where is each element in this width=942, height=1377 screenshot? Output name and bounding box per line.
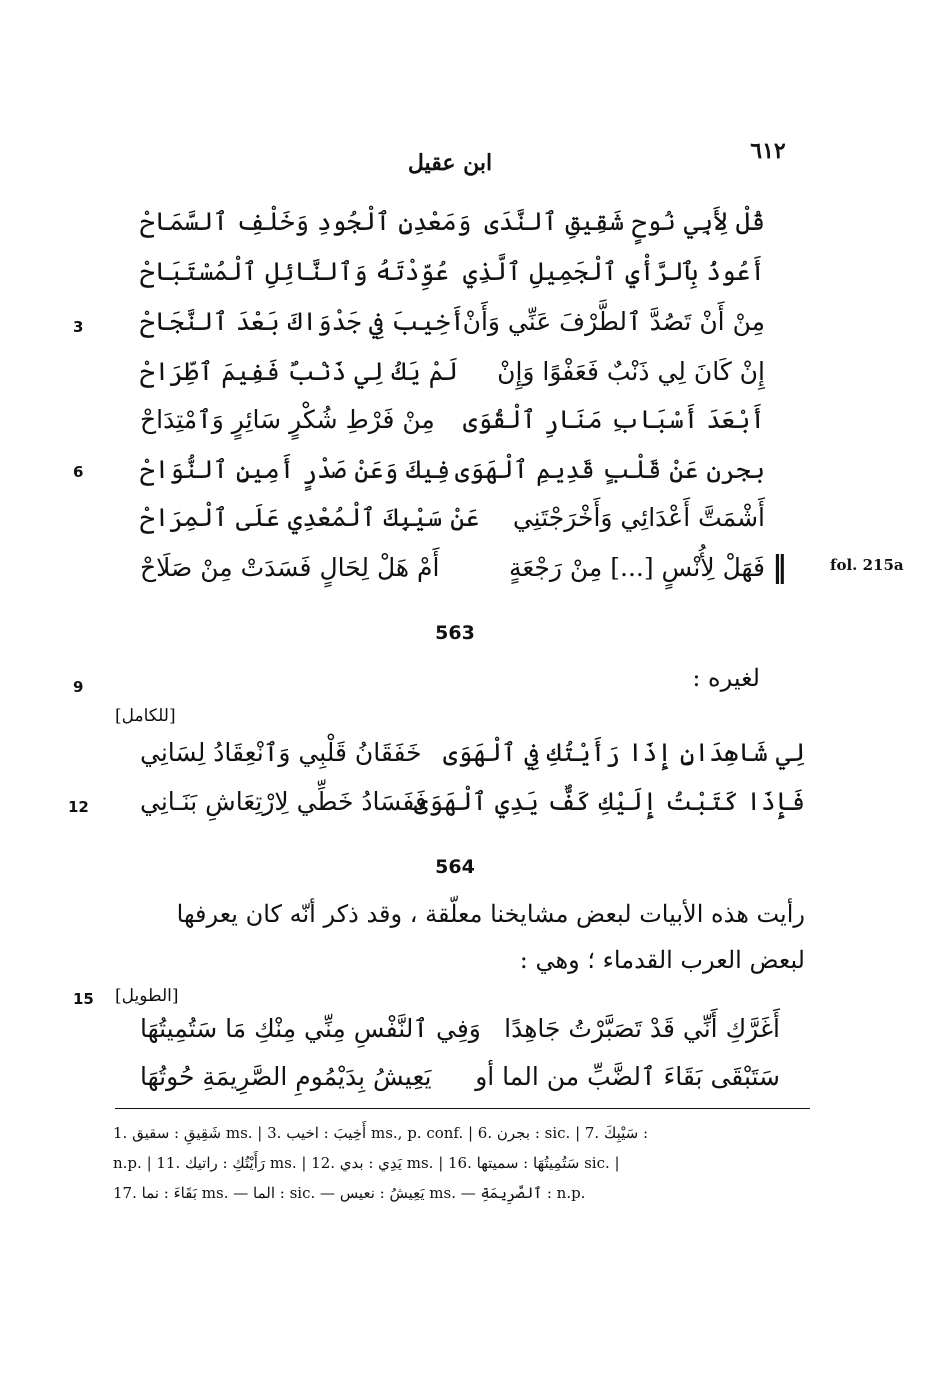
verse-first-hemistich: أَغَرَّكِ أَنِّي قَدْ تَصَبَّرْتُ جَاهِدًا <box>504 1014 780 1043</box>
verse-second-hemistich: عُوِّدْتَهُ وَٱلنَّائِلِ ٱلْمُسْتَبَاحْ <box>140 257 449 286</box>
verse-6 <box>140 455 765 507</box>
verse-second-hemistich: أَمْ هَلْ لِحَالٍ فَسَدَتْ مِنْ صَلَاحْ <box>140 553 440 582</box>
folio-reference: fol. 215a <box>830 556 904 574</box>
verse-7 <box>140 503 765 555</box>
prose-line: رأيت هذه الأبيات لبعض مشايخنا معلّقة ، وقد ذكر أنّه كان يعرفها <box>176 900 805 928</box>
verse-second-hemistich: مِنْ فَرْطِ شُكْرٍ سَائِرٍ وَٱمْتِدَاحْ <box>140 405 435 434</box>
verse-first-hemistich: فَإِذَا كَتَبْتُ إِلَيْكِ كَفٌّ يَدِي ٱلْهَوَى <box>413 787 805 816</box>
running-head: ابن عقيل <box>407 150 493 176</box>
page-number: ٦١٢ <box>750 138 786 164</box>
verse-16 <box>140 1062 780 1114</box>
line-number-3: 3 <box>73 318 84 336</box>
apparatus-note: n.p. | 11. رَأَيْتُكِ : راتيك ms. | 12. يَدِي : بدي ms. | 16. سَتُمِيتُهَا : سميتها sic. | <box>113 1154 620 1172</box>
verse-second-hemistich: خَفَقَانُ قَلْبِي وَٱنْعِقَادُ لِسَانِي <box>140 738 422 767</box>
apparatus-note: 17. بَقَاءَ : نما ms. — الما : sic. — يَعِيشُ : نعيس ms. — ٱلصَّرِيمَةِ : n.p. <box>113 1184 586 1202</box>
apparatus-note: 1. شَقِيقِ : سقيق ms. | 3. أَخِيبَ : اخيب ms., p. conf. | 6. بجرن : sic. | 7. سَيْبِكَ : <box>113 1124 649 1142</box>
verse-4 <box>140 357 765 409</box>
verse-10 <box>140 787 805 839</box>
poem-number: 563 <box>435 622 475 644</box>
verse-second-hemistich: فَفَسَادُ خَطِّي لِارْتِعَاشِ بَنَـانِي <box>140 787 428 816</box>
verse-8 <box>140 553 765 605</box>
verse-3 <box>140 307 765 359</box>
verse-first-hemistich: لِي شَاهِدَانِ إِذَا رَأَيْتُكِ فِي ٱلْهَوَى <box>443 738 805 767</box>
line-number-12: 12 <box>68 798 89 816</box>
folio-divider-mark: ‖ <box>772 550 787 585</box>
verse-2 <box>140 257 765 309</box>
verse-second-hemistich: أَخِيبَ فِي جَدْوَاكَ بَعْدَ ٱلنَّجَاحْ <box>140 307 465 336</box>
verse-second-hemistich: وَفِي ٱلنَّفْسِ مِنِّي مِنْكِ مَا سَتُمِيتُهَا <box>140 1014 481 1043</box>
meter-label: [الطويل] <box>115 986 179 1006</box>
verse-15 <box>140 1014 780 1066</box>
verse-first-hemistich: بجرن عَنْ قَلْبٍ قَدِيمِ ٱلْهَوَى <box>454 455 765 484</box>
verse-first-hemistich: أَشْمَتَّ أَعْدَائِي وَأَخْرَجْتَنِي <box>512 503 765 532</box>
verse-first-hemistich: قُلْ لِأَبِي نُوحٍ شَقِيقِ ٱلنَّدَى <box>484 207 765 236</box>
verse-first-hemistich: أَبْعَدَ أَسْبَابِ مَنَارِ ٱلْقُوَى <box>462 405 765 434</box>
verse-second-hemistich: لَمْ يَكُ لِي ذَنْبٌ فَفِيمَ ٱطِّرَاحْ <box>140 357 459 386</box>
meter-label: [للكامل] <box>115 706 176 726</box>
verse-9 <box>140 738 805 790</box>
verse-first-hemistich: سَتَبْقَى بَقَاءَ ٱلضَّبِّ من الما أو <box>475 1062 780 1091</box>
verse-second-hemistich: عَنْ سَيْبِكَ ٱلْمُعْدِي عَلَى ٱلْمِرَاحْ <box>140 503 480 532</box>
verse-5 <box>140 405 765 457</box>
verse-second-hemistich: يَعِيشُ بِدَيْمُومِ الصَّرِيمَةِ حُوتُهَا <box>140 1062 432 1091</box>
verse-1 <box>140 207 765 259</box>
verse-first-hemistich: إِنْ كَانَ لِي ذَنْبٌ فَعَفْوًا وَإِنْ <box>497 357 765 386</box>
verse-first-hemistich: مِنْ أَنْ تَصُدَّ ٱلطَّرْفَ عَنِّي وَأَنْ <box>462 307 765 336</box>
footnote-rule <box>115 1108 810 1109</box>
prose-line: لبعض العرب القدماء ؛ وهي : <box>519 946 805 974</box>
verse-first-hemistich: أَعُوذُ بِٱلرَّأْيِ ٱلْجَمِيلِ ٱلَّذِي <box>462 257 765 286</box>
poem-intro: لغيره : <box>692 664 760 692</box>
line-number-15: 15 <box>73 990 94 1008</box>
verse-second-hemistich: وَمَعْدِنِ ٱلْجُودِ وَخَلْفِ ٱلسَّمَاحْ <box>140 207 472 236</box>
line-number-9: 9 <box>73 678 84 696</box>
line-number-6: 6 <box>73 463 84 481</box>
verse-second-hemistich: فِيكَ وَعَنْ صَدْرٍ أَمِينِ ٱلنُّوَاحْ <box>140 455 451 484</box>
poem-number: 564 <box>435 856 475 878</box>
verse-first-hemistich: فَهَلْ لِأُنْسٍ [...] مِنْ رَجْعَةٍ <box>508 553 765 582</box>
